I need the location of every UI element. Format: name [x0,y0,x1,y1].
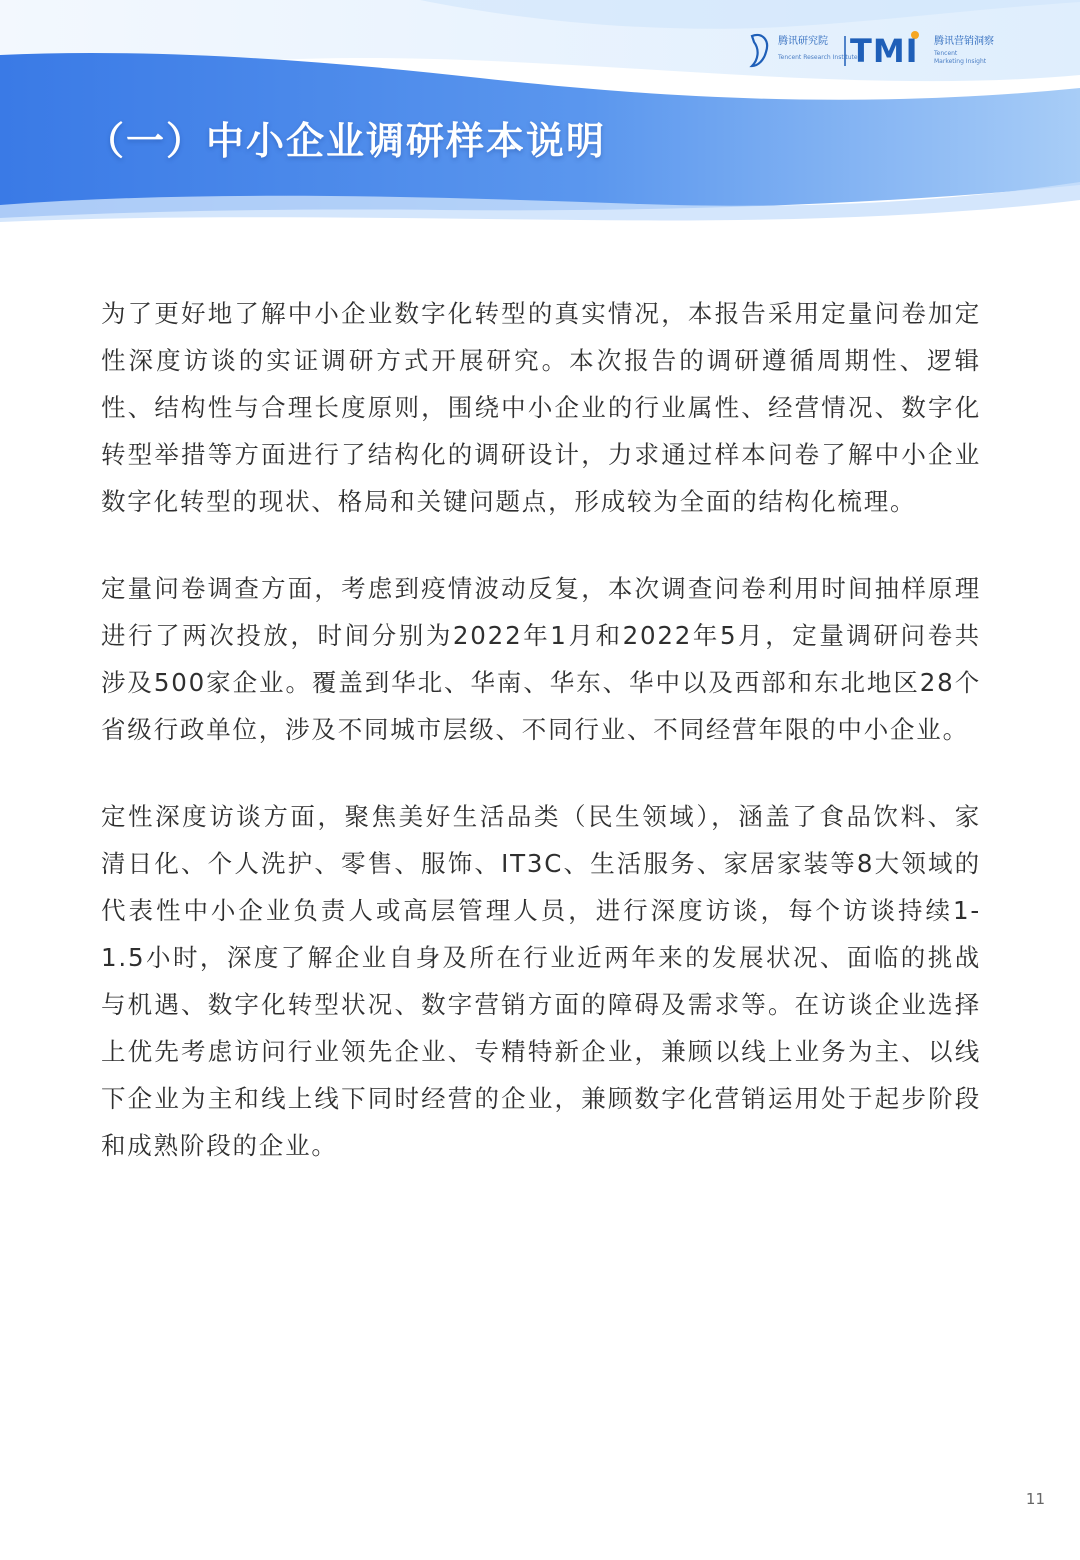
header-banner [0,0,1080,230]
tencent-marketing-insight-en-2: Marketing Insight [934,58,987,65]
tencent-research-en: Tencent Research Institute [778,54,858,61]
tencent-marketing-insight-cn: 腾讯营销洞察 [934,36,994,47]
section-title: （一）中小企业调研样本说明 [86,119,607,163]
paragraph-quantitative-survey: 定量问卷调查方面，考虑到疫情波动反复，本次调查问卷利用时间抽样原理进行了两次投放，时间分别为2022年1月和2022年5月，定量调研问卷共涉及500家企业。覆盖到华北、华南、华东、华中以及西部和东北地区28个省级行政单位，涉及不同城市层级、不同行业、不同经营年限的中小企业。 [101,574,981,744]
tencent-marketing-insight-en-1: Tencent [934,50,958,57]
header-logos [748,30,1008,72]
body-text [101,290,981,1209]
tencent-research-cn: 腾讯研究院 [778,36,828,47]
paragraph-research-method: 为了更好地了解中小企业数字化转型的真实情况，本报告采用定量问卷加定性深度访谈的实证调研方式开展研究。本次报告的调研遵循周期性、逻辑性、结构性与合理长度原则，围绕中小企业的行业属性、经营情况、数字化转型举措等方面进行了结构化的调研设计，力求通过样本问卷了解中小企业数字化转型的现状、格局和关键问题点，形成较为全面的结构化梳理。 [101,299,981,516]
page-number: 11 [1025,1490,1045,1508]
paragraph-qualitative-interviews: 定性深度访谈方面，聚焦美好生活品类（民生领域），涵盖了食品饮料、家清日化、个人洗护、零售、服饰、IT3C、生活服务、家居家装等8大领域的代表性中小企业负责人或高层管理人员，进行深度访谈，每个访谈持续1-1.5小时，深度了解企业自身及所在行业近两年来的发展状况、面临的挑战与机遇、数字化转型状况、数字营销方面的障碍及需求等。在访谈企业选择上优先考虑访问行业领先企业、专精特新企业，兼顾以线上业务为主、以线下企业为主和线上线下同时经营的企业，兼顾数字化营销运用处于起步阶段和成熟阶段的企业。 [101,802,981,1160]
tmi-logo-mark: TMI [850,32,919,70]
